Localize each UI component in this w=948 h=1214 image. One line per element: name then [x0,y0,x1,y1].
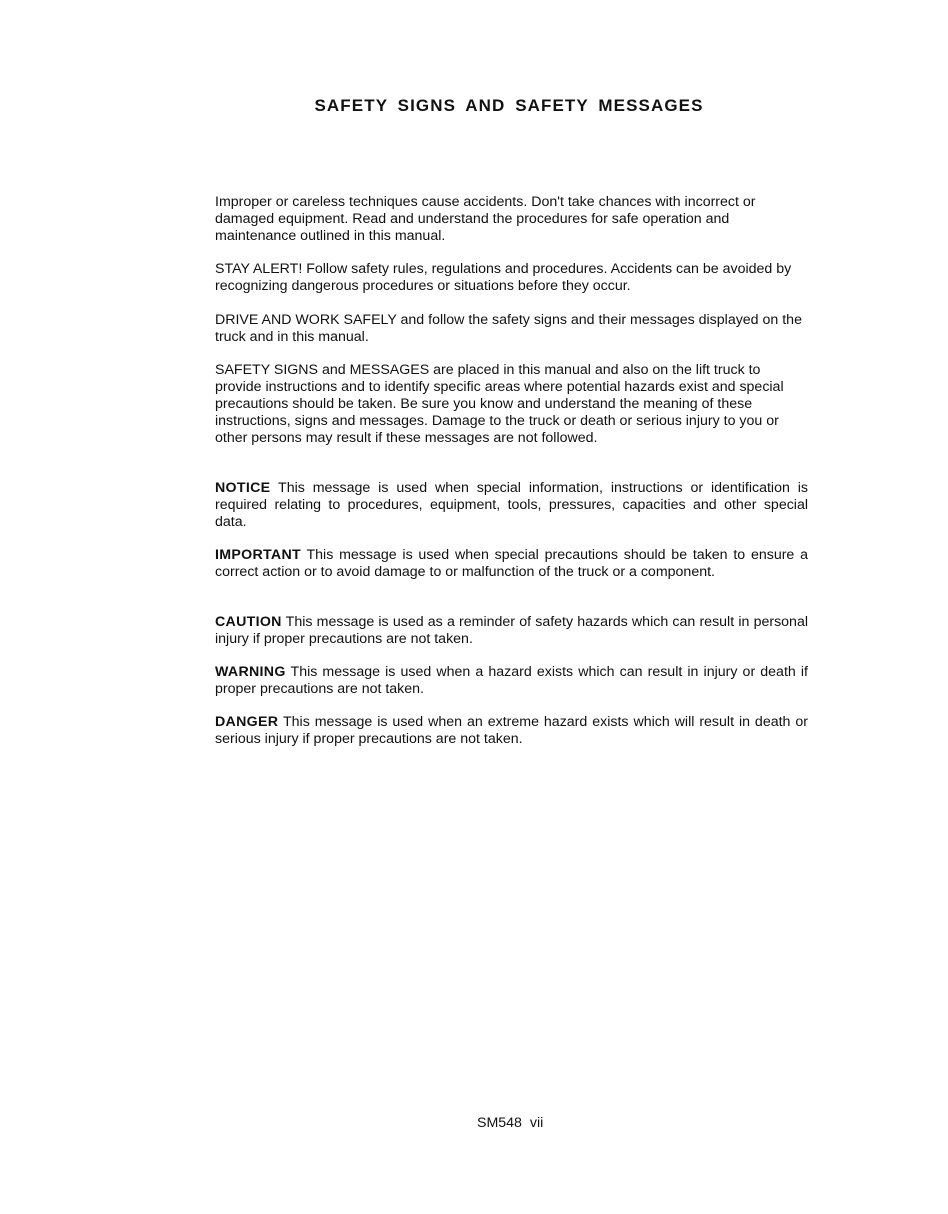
important-term: IMPORTANT [215,547,301,563]
intro-paragraph: Improper or careless techniques cause accidents. Don't take chances with incorrect or damaged equipment. Read and understand the procedures for safe operation and maintenance outlined in this manual. [215,194,756,244]
important-definition [215,547,808,581]
caution-text: This message is used as a reminder of safety hazards which can result in personal injury if proper precautions are not taken. [215,614,808,647]
warning-term: WARNING [215,664,286,680]
caution-definition [215,614,808,648]
notice-definition [215,480,808,531]
page-footer: SM548 vii [477,1115,544,1131]
safety-signs-paragraph: SAFETY SIGNS and MESSAGES are placed in this manual and also on the lift truck to provide instructions and to identify specific areas where potential hazards exist and special precautions should be taken. Be sure you know and understand the meaning of these instructions, signs and messages. Damage to the truck or death or serious injury to you or other persons may result if these messages are not followed. [215,362,784,446]
caution-term: CAUTION [215,614,282,630]
notice-term: NOTICE [215,480,271,496]
danger-definition [215,714,808,748]
page-title: SAFETY SIGNS AND SAFETY MESSAGES [314,96,704,115]
warning-text: This message is used when a hazard exists which can result in injury or death if proper precautions are not taken. [215,664,808,697]
danger-text: This message is used when an extreme hazard exists which will result in death or serious injury if proper precautions are not taken. [215,714,808,747]
stay-alert-paragraph: STAY ALERT! Follow safety rules, regulations and procedures. Accidents can be avoided by recognizing dangerous procedures or situations before they occur. [215,261,792,294]
notice-text: This message is used when special information, instructions or identification is required relating to procedures, equipment, tools, pressures, capacities and other special data. [215,480,808,530]
important-text: This message is used when special precautions should be taken to ensure a correct action or to avoid damage to or malfunction of the truck or a component. [215,547,808,580]
drive-safely-paragraph: DRIVE AND WORK SAFELY and follow the safety signs and their messages displayed on the truck and in this manual. [215,312,802,345]
warning-definition [215,664,808,698]
danger-term: DANGER [215,714,279,730]
